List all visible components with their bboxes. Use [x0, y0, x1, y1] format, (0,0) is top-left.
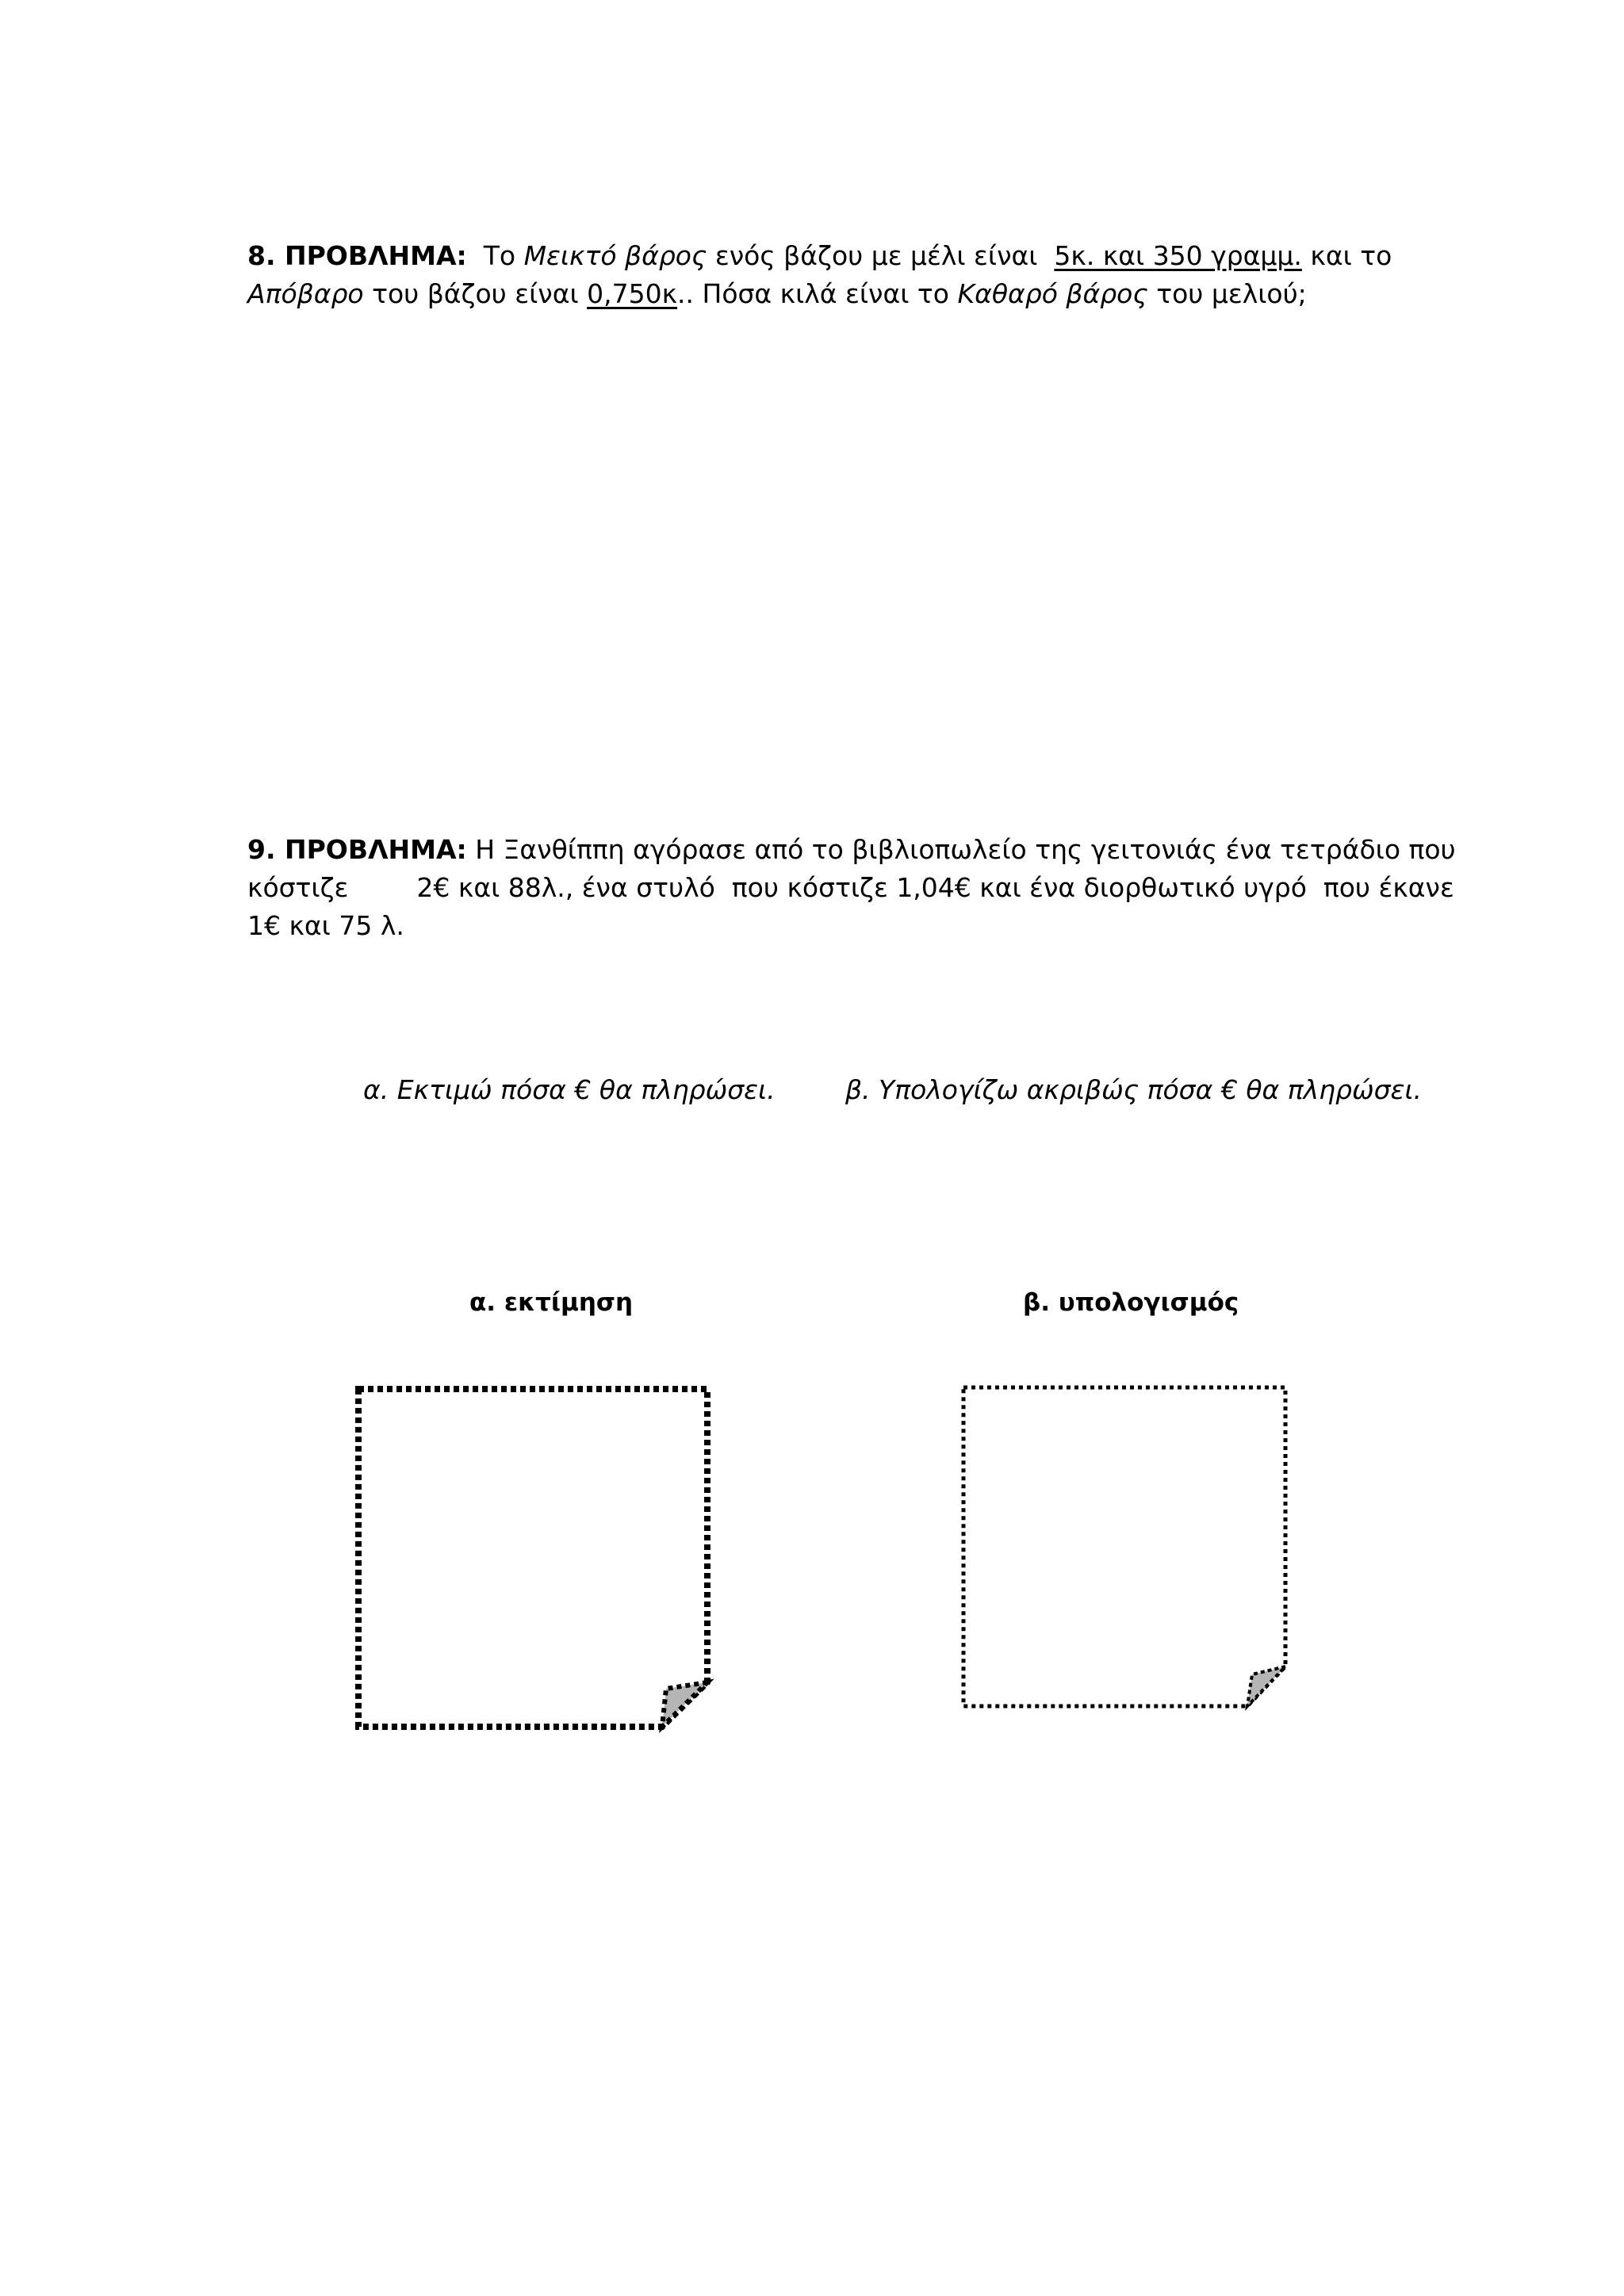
problem-8-text: του βάζου είναι [363, 278, 588, 309]
problem-8-text: Το [466, 240, 524, 271]
problem-8-text: του μελιού; [1147, 278, 1307, 309]
problem-9-label: ΠΡΟΒΛΗΜΑ: [285, 834, 467, 865]
problem-8-line-2 [247, 278, 1307, 309]
problem-9-text: κόστιζε [247, 872, 349, 903]
problem-8-text: .. Πόσα κιλά είναι το [677, 278, 958, 309]
problem-8-label: ΠΡΟΒΛΗΜΑ: [285, 240, 467, 271]
estimate-title: α. εκτίμηση [469, 1288, 634, 1317]
gross-weight-value: 5κ. και 350 γραμμ. [1054, 240, 1302, 271]
problem-9-text: 2€ και 88λ., ένα στυλό που κόστιζε 1,04€ και ένα διορθωτικό υγρό που έκανε [416, 872, 1454, 903]
problem-9-number: 9. [247, 834, 285, 865]
question-a: α. Εκτιμώ πόσα € θα πληρώσει. [363, 1074, 776, 1105]
tare-term: Απόβαρο [247, 278, 364, 309]
problem-8-number: 8. [247, 240, 285, 271]
calculation-title: β. υπολογισμός [1023, 1288, 1239, 1317]
problem-8-text: ενός βάζου με μέλι είναι [707, 240, 1055, 271]
gross-weight-term: Μεικτό βάρος [523, 240, 707, 271]
tare-value: 0,750κ [587, 278, 678, 309]
problem-9-text: 1€ και 75 λ. [247, 910, 404, 941]
problem-9-line-1 [247, 836, 1456, 863]
problem-8-text: και το [1301, 240, 1392, 271]
calculation-answer-box[interactable] [956, 1380, 1304, 1720]
problem-9-line-2 [247, 874, 1454, 901]
question-b: β. Υπολογίζω ακριβώς πόσα € θα πληρώσει. [845, 1074, 1423, 1105]
estimate-answer-box[interactable] [349, 1380, 722, 1744]
problem-9-line-3 [247, 910, 404, 941]
problem-8-line-1 [247, 240, 1392, 271]
problem-9-text: Η Ξανθίππη αγόρασε από το βιβλιοπωλείο της γειτονιάς ένα τετράδιο που [466, 834, 1456, 865]
net-weight-term: Καθαρό βάρος [957, 278, 1148, 309]
